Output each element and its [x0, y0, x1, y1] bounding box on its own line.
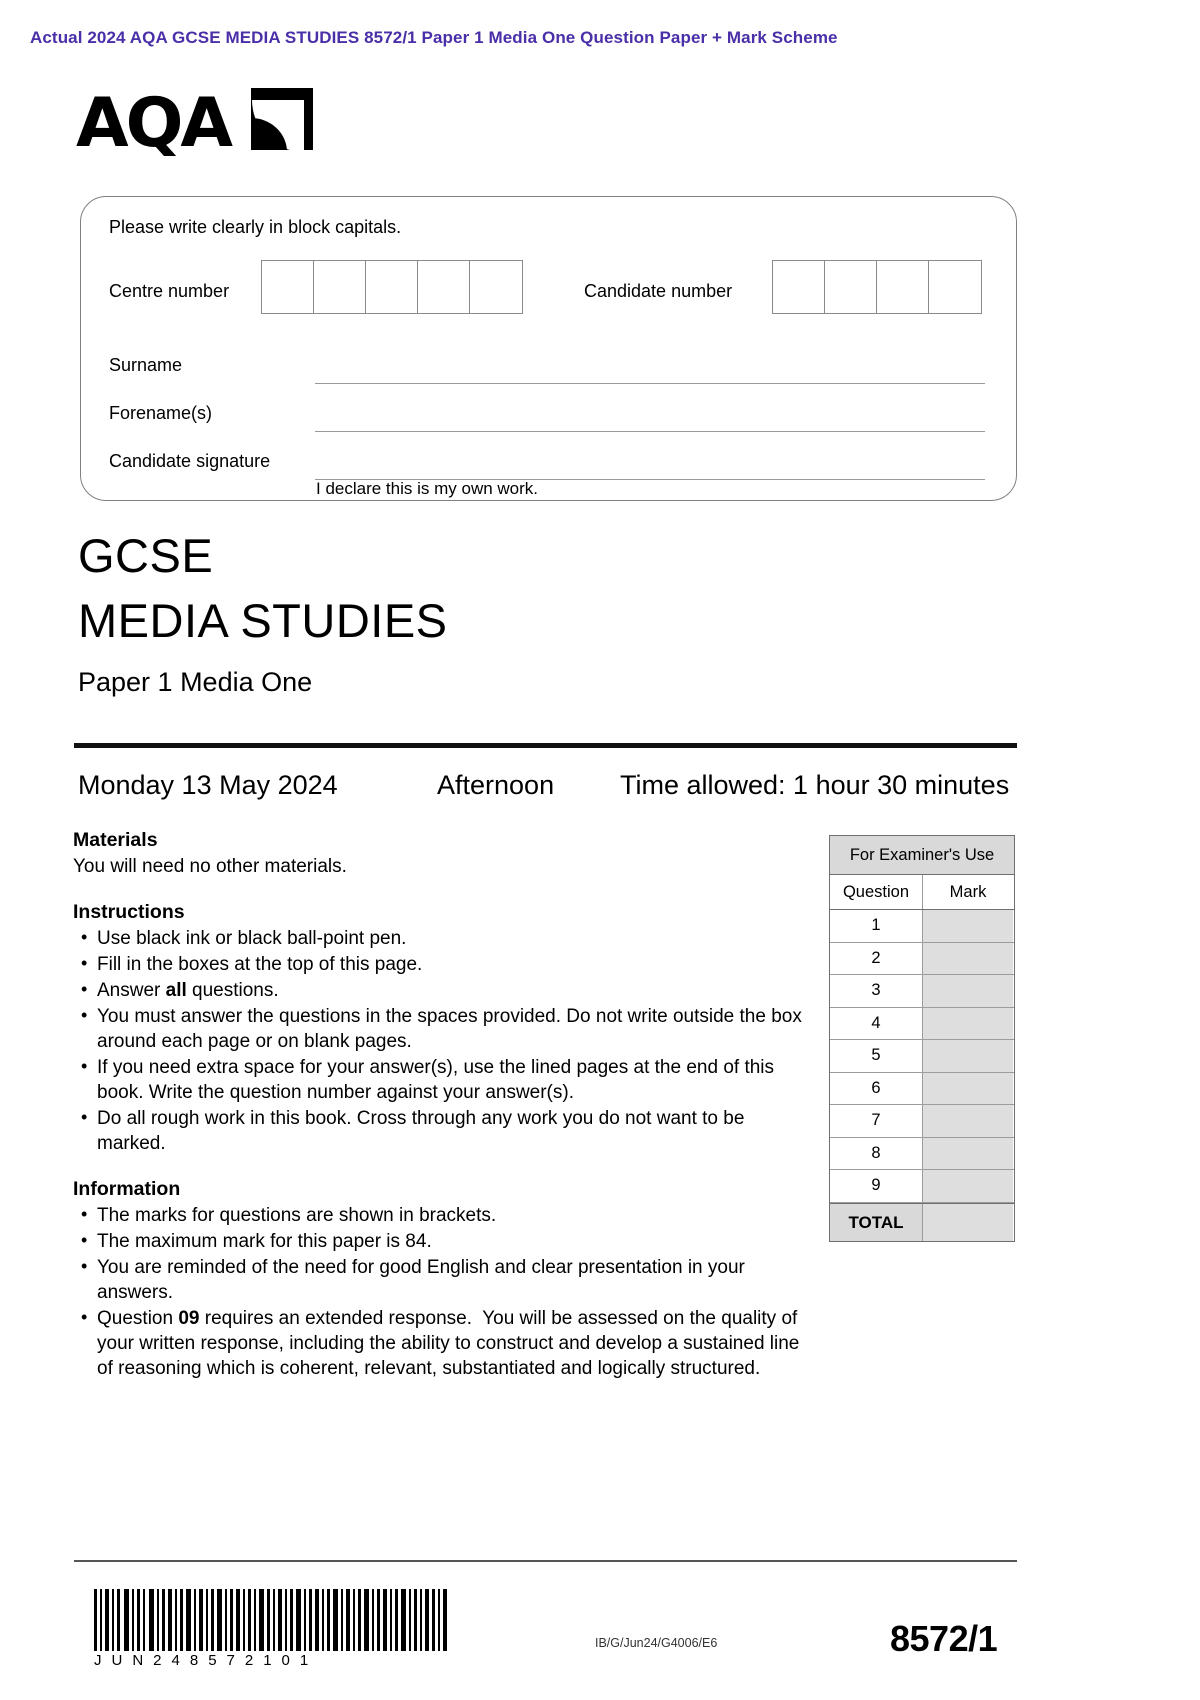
barcode-image [92, 1589, 452, 1651]
mark-cell[interactable] [923, 943, 1013, 975]
question-number: 1 [830, 910, 923, 942]
examiner-table-header-row [830, 875, 1014, 910]
paper-title: Paper 1 Media One [78, 667, 313, 697]
centre-number-cell[interactable] [314, 261, 366, 313]
question-number: 4 [830, 1008, 923, 1040]
table-row [830, 1073, 1014, 1106]
aqa-logo [76, 86, 316, 166]
table-row [830, 1040, 1014, 1073]
for-examiners-use-table [829, 835, 1015, 1242]
centre-number-cell[interactable] [470, 261, 522, 313]
list-item: • The marks for questions are shown in brackets. [97, 1203, 813, 1228]
page-banner-title: Actual 2024 AQA GCSE MEDIA STUDIES 8572/1 Paper 1 Media One Question Paper + Mark Scheme [30, 28, 838, 47]
list-item: • You must answer the questions in the spaces provided. Do not write outside the box around each page or on blank pages. [97, 1004, 813, 1054]
centre-number-label: Centre number [109, 281, 230, 301]
candidate-number-cell[interactable] [773, 261, 825, 313]
candidate-signature-label: Candidate signature [109, 451, 271, 471]
mark-column-header: Mark [923, 875, 1013, 909]
table-row [830, 1138, 1014, 1171]
question-number: 5 [830, 1040, 923, 1072]
centre-number-cell[interactable] [262, 261, 314, 313]
exam-date: Monday 13 May 2024 [78, 770, 338, 800]
block-capitals-instruction: Please write clearly in block capitals. [109, 217, 402, 237]
footer-divider [74, 1560, 1017, 1562]
materials-heading: Materials [73, 829, 158, 851]
candidate-number-input[interactable] [772, 260, 982, 314]
mark-cell[interactable] [923, 1138, 1013, 1170]
mark-cell[interactable] [923, 1040, 1013, 1072]
table-row [830, 975, 1014, 1008]
table-row [830, 1008, 1014, 1041]
time-allowed: Time allowed: 1 hour 30 minutes [620, 770, 1010, 800]
mark-cell[interactable] [923, 1073, 1013, 1105]
list-item: • Use black ink or black ball-point pen. [97, 926, 813, 951]
title-divider [74, 743, 1017, 748]
aqa-wordmark: AQA [76, 84, 231, 163]
list-item: • If you need extra space for your answer(s), use the lined pages at the end of this book. Write the question number against your answer(s). [97, 1055, 813, 1105]
information-section [73, 1177, 813, 1381]
materials-section [73, 828, 813, 879]
question-number: 3 [830, 975, 923, 1007]
question-number: 6 [830, 1073, 923, 1105]
centre-number-cell[interactable] [366, 261, 418, 313]
examiner-table-title: For Examiner's Use [830, 836, 1014, 875]
aqa-leaf-icon [251, 88, 313, 150]
table-row [830, 1105, 1014, 1138]
mark-cell[interactable] [923, 975, 1013, 1007]
centre-number-input[interactable] [261, 260, 523, 314]
instructions-section [73, 900, 813, 1156]
mark-cell[interactable] [923, 1105, 1013, 1137]
table-row [830, 943, 1014, 976]
list-item: • Do all rough work in this book. Cross through any work you do not want to be marked. [97, 1106, 813, 1156]
declaration-text: I declare this is my own work. [316, 479, 539, 498]
list-item: • Question 09 requires an extended response. You will be assessed on the quality of your written response, including the ability to construct and develop a sustained line of reasoning which is coherent, relevant, substantiated and logically structured. [97, 1306, 813, 1381]
list-item: • Answer all questions. [97, 978, 813, 1003]
total-mark-cell[interactable] [923, 1204, 1013, 1241]
forenames-label: Forename(s) [109, 403, 213, 423]
mark-cell[interactable] [923, 1170, 1013, 1202]
mark-cell[interactable] [923, 910, 1013, 942]
cover-instructions-column [73, 828, 813, 1402]
question-number: 8 [830, 1138, 923, 1170]
candidate-number-cell[interactable] [825, 261, 877, 313]
candidate-number-label: Candidate number [584, 281, 733, 301]
exam-session: Afternoon [437, 770, 555, 800]
question-number: 9 [830, 1170, 923, 1202]
candidate-number-cell[interactable] [929, 261, 981, 313]
total-label: TOTAL [830, 1204, 923, 1241]
table-total-row [830, 1203, 1014, 1241]
list-item: • Fill in the boxes at the top of this page. [97, 952, 813, 977]
centre-number-cell[interactable] [418, 261, 470, 313]
instructions-list [73, 926, 813, 1156]
table-row [830, 1170, 1014, 1203]
question-number: 7 [830, 1105, 923, 1137]
candidate-number-cell[interactable] [877, 261, 929, 313]
surname-input-line[interactable] [315, 383, 985, 384]
information-list [73, 1203, 813, 1381]
candidate-details-box [80, 196, 1017, 501]
subject-title: MEDIA STUDIES [78, 594, 448, 647]
forenames-input-line[interactable] [315, 431, 985, 432]
mark-cell[interactable] [923, 1008, 1013, 1040]
question-number: 2 [830, 943, 923, 975]
instructions-heading: Instructions [73, 901, 185, 923]
document-reference-code: IB/G/Jun24/G4006/E6 [595, 1636, 718, 1650]
materials-text: You will need no other materials. [73, 856, 347, 877]
list-item: • The maximum mark for this paper is 84. [97, 1229, 813, 1254]
table-row [830, 910, 1014, 943]
surname-label: Surname [109, 355, 183, 375]
information-heading: Information [73, 1178, 181, 1200]
paper-code: 8572/1 [890, 1618, 998, 1659]
question-column-header: Question [830, 875, 923, 909]
barcode-number: JUN248572101 [94, 1652, 319, 1669]
qualification-title: GCSE [78, 529, 214, 582]
list-item: • You are reminded of the need for good English and clear presentation in your answers. [97, 1255, 813, 1305]
